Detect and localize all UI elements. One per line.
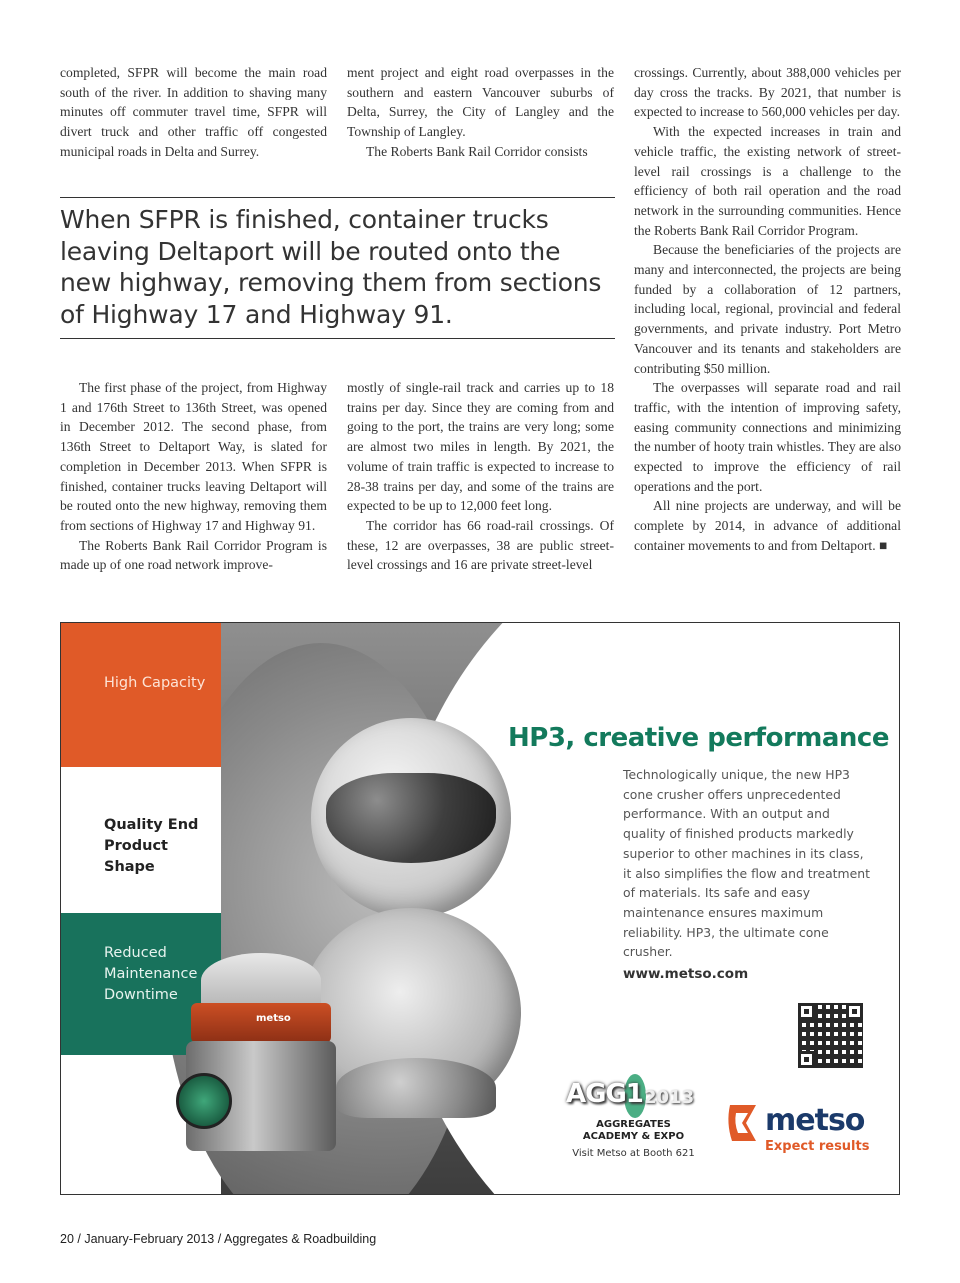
metso-advertisement[interactable] [60,622,900,1195]
ad-website-link[interactable]: www.metso.com [623,966,749,982]
qr-eye [846,1003,863,1020]
feature-label: Quality End Product Shape [104,817,199,875]
article-paragraph: The first phase of the project, from Highway 1 and 176th Street to 136th Street, was opened in December 2012. The second phase, from 136th Street to Deltaport Way, is slated for completion in December 2013. When SFPR is finished, container trucks leaving Deltaport will be routed onto the new highway, removing them from sections of Highway 17 and Highway 91. [60,380,327,533]
article-column-3 [634,63,901,556]
agg1-logo [566,1079,701,1119]
article-column-1-bottom [60,378,327,575]
cone-crusher-image [176,953,351,1183]
ad-headline: HP3, creative performance [508,723,889,753]
article-paragraph: ment project and eight road overpasses in the southern and eastern Vancouver suburbs of Delta, Surrey, the City of Langley and the Township of Langley. [347,65,614,140]
crusher-logo: metso [256,1013,291,1024]
agg1-logo-text: AGG1 [566,1079,643,1109]
metso-brand-wordmark: metso [765,1103,865,1138]
pull-quote-rule-bottom [60,338,615,339]
article-paragraph: completed, SFPR will become the main road south of the river. In addition to shaving many minutes off commuter travel time, SFPR will divert truck and other traffic off congested municipal roads in Delta and Surrey. [60,65,327,159]
feature-panel-high-capacity [61,623,221,767]
gravel-image [336,1058,496,1118]
feature-label: High Capacity [104,675,206,691]
article-paragraph: Because the beneficiaries of the projects are many and interconnected, the projects are being funded by a collaboration of 12 partners, including local, regional, provincial and federal governments, and private industry. Port Metro Vancouver and its tenants and stakeholders are contributing $50 million. [634,242,901,376]
article-column-2-bottom [347,378,614,575]
crusher-top [201,953,321,1008]
feature-panel-quality [61,767,221,913]
agg-booth-text: Visit Metso at Booth 621 [572,1148,695,1159]
pull-quote: When SFPR is finished, container trucks leaving Deltaport will be routed onto the new highway, removing them from sections of Highway 17 and Highway 91. [60,205,602,329]
qr-eye [798,1003,815,1020]
article-paragraph: With the expected increases in train and vehicle traffic, the existing network of street-level rail crossings is a challenge to the efficiency of both rail operation and the road network in the surrounding communities. Hence the Roberts Bank Rail Corridor Program. [634,124,901,238]
crusher-pulley [176,1073,232,1129]
qr-eye [798,1051,815,1068]
article-paragraph: crossings. Currently, about 388,000 vehicles per day cross the tracks. By 2021, that number is expected to increase to 560,000 vehicles per day. [634,65,901,120]
metso-tagline: Expect results [765,1139,870,1154]
article-paragraph: All nine projects are underway, and will be complete by 2014, in advance of additional container movements to and from Deltaport. ■ [634,498,901,553]
ad-body-text: Technologically unique, the new HP3 cone crusher offers unprecedented performance. With an output and quality of finished products markedly superior to other machines in its class, it also simplifies the flow and treatment of materials. Its safe and easy maintenance ensures maximum reliability. HP3, the ultimate cone crusher. [623,767,870,960]
qr-code-icon[interactable] [798,1003,863,1068]
agg1-logo-year: 2013 [644,1087,695,1108]
article-paragraph: The corridor has 66 road-rail crossings. Of these, 12 are overpasses, 38 are public street-level crossings and 16 are private street-level [347,517,614,573]
agg-event-name-line2: ACADEMY & EXPO [582,1131,685,1142]
rocks-image [326,773,496,863]
article-paragraph: The Roberts Bank Rail Corridor consists [366,143,588,159]
pull-quote-rule-top [60,197,615,198]
article-column-1-top [60,63,327,162]
page-footer: 20 / January-February 2013 / Aggregates & Roadbuilding [60,1232,377,1246]
article-paragraph: The overpasses will separate road and rail traffic, with the intention of improving safety, easing community connections and minimizing the number of hooty train whistles. They are also expected to improve the efficiency of rail operations and the port. [634,380,901,494]
agg-event-name-line1: AGGREGATES [596,1119,671,1130]
article-paragraph: mostly of single-rail track and carries up to 18 trains per day. Since they are coming from and going to the port, the trains are very long; some are almost two miles in length. By 2021, the volume of train traffic is expected to increase to 28-38 trains per day, and some of the trains are expected to be up to 12,000 feet long. [347,380,614,514]
article-paragraph: The Roberts Bank Rail Corridor Program is made up of one road network improve- [60,537,327,573]
metso-logo-icon [726,1101,762,1145]
article-column-2-top [347,63,614,162]
feature-label: Reduced Maintenance Downtime [104,945,198,1003]
